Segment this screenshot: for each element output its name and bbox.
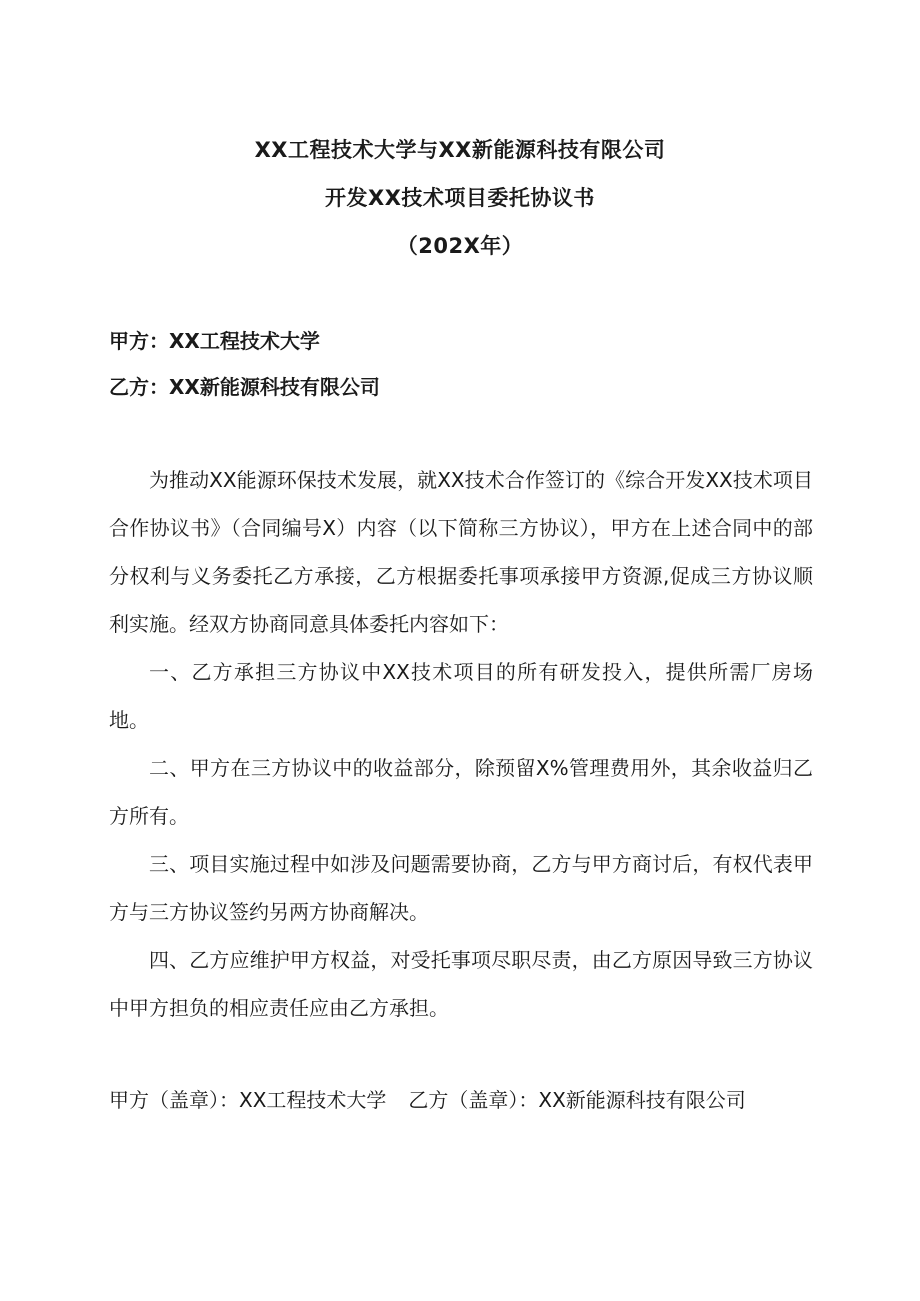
- document-title: [0, 126, 920, 270]
- party-b-line: 乙方：XX新能源科技有限公司: [109, 375, 380, 399]
- party-b-seal: 乙方（盖章）：XX新能源科技有限公司: [408, 1088, 746, 1112]
- intro-paragraph: 为推动XX能源环保技术发展，就XX技术合作签订的《综合开发XX技术项目合作协议书》（合同编号X）内容（以下简称三方协议），甲方在上述合同中的部分权利与义务委托乙方承接，乙方根据委托事项承接甲方资源,促成三方协议顺利实施。经双方协商同意具体委托内容如下：: [109, 468, 813, 636]
- agreement-body: [109, 456, 813, 1032]
- signature-block: [109, 1076, 815, 1124]
- parties-block: [109, 318, 829, 410]
- clause-3: 三、项目实施过程中如涉及问题需要协商，乙方与甲方商讨后，有权代表甲方与三方协议签约另两方协商解决。: [109, 852, 813, 924]
- title-line-2: 开发XX技术项目委托协议书: [325, 186, 595, 210]
- clause-1: 一、乙方承担三方协议中XX技术项目的所有研发投入，提供所需厂房场地。: [109, 660, 813, 732]
- clause-4: 四、乙方应维护甲方权益，对受托事项尽职尽责，由乙方原因导致三方协议中甲方担负的相应责任应由乙方承担。: [109, 948, 813, 1020]
- title-line-3: （202X年）: [396, 234, 524, 258]
- party-a-line: 甲方：XX工程技术大学: [109, 329, 320, 353]
- title-line-1: XX工程技术大学与XX新能源科技有限公司: [254, 138, 666, 162]
- clause-2: 二、甲方在三方协议中的收益部分，除预留X%管理费用外，其余收益归乙方所有。: [109, 756, 813, 828]
- party-a-seal: 甲方（盖章）：XX工程技术大学: [109, 1088, 387, 1112]
